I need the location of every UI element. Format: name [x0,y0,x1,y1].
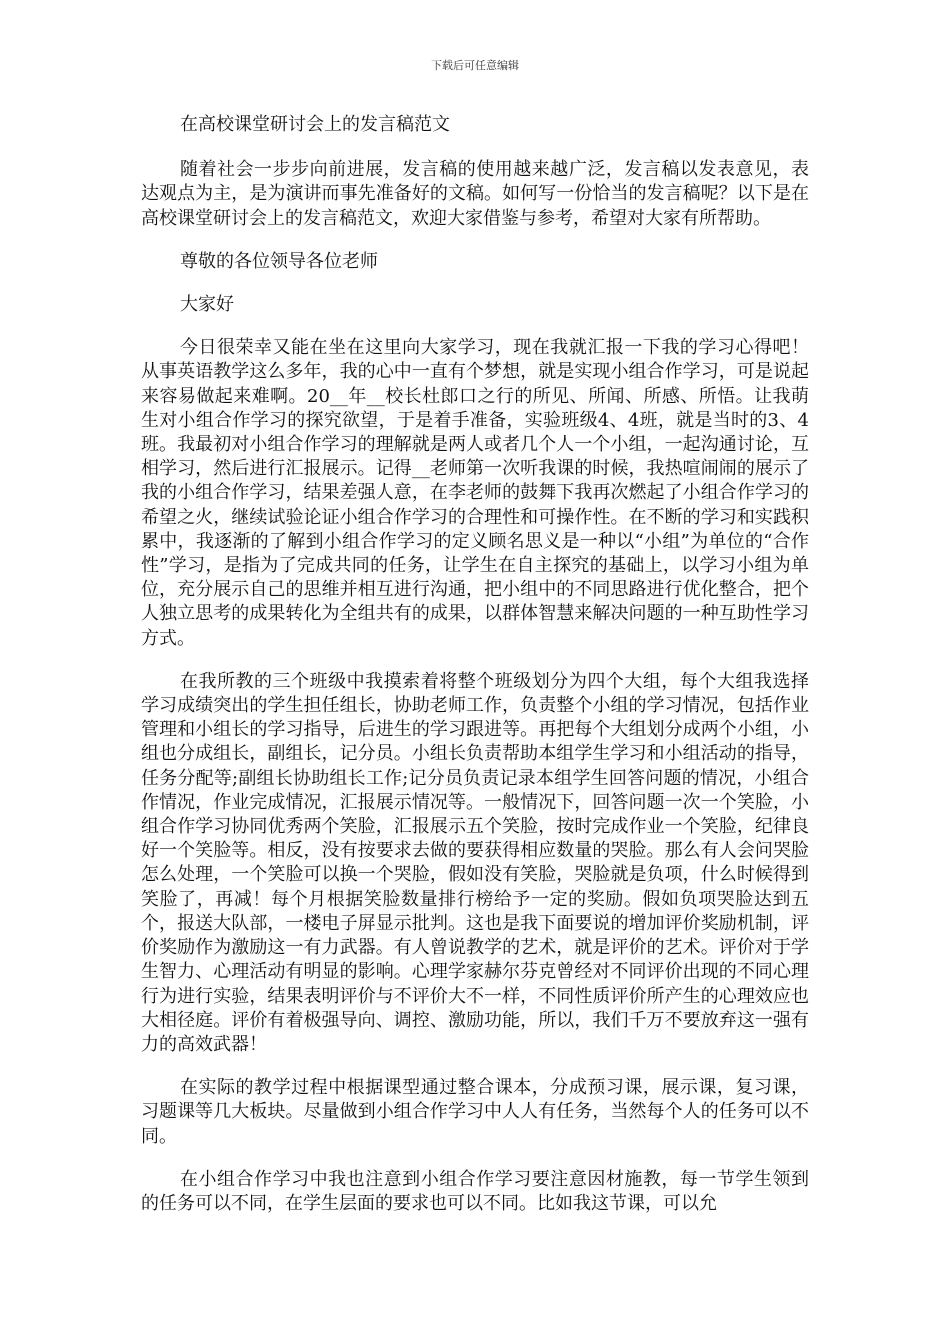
paragraph-salutation: 尊敬的各位领导各位老师 [180,250,378,272]
paragraph-body-3: 在实际的教学过程中根据课型通过整合课本，分成预习课，展示课，复习课，习题课等几大板块。尽量做到小组合作学习中人人有任务，当然每个人的任务可以不同。 [141,1077,809,1147]
header-note: 下载后可任意编辑 [431,59,519,72]
document-body [141,113,809,1235]
paragraph-body-2: 在我所教的三个班级中我摸索着将整个班级划分为四个大组，每个大组我选择学习成绩突出的学生担任组长，协助老师工作，负责整个小组的学习情况，包括作业管理和小组长的学习指导，后进生的学习跟进等。再把每个大组划分成两个小组，小组也分成组长，副组长，记分员。小组长负责帮助本组学生学习和小组活动的指导，任务分配等;副组长协助组长工作;记分员负责记录本组学生回答问题的情况，小组合作情况，作业完成情况，汇报展示情况等。一般情况下，回答问题一次一个笑脸，小组合作学习协同优秀两个笑脸，汇报展示五个笑脸，按时完成作业一个笑脸，纪律良好一个笑脸等。相反，没有按要求去做的要获得相应数量的哭脸。那么有人会问哭脸怎么处理，一个笑脸可以换一个哭脸，假如没有笑脸，哭脸就是负项，什么时候得到笑脸了，再减！每个月根据笑脸数量排行榜给予一定的奖励。假如负项哭脸达到五个，报送大队部，一楼电子屏显示批判。这也是我下面要说的增加评价奖励机制，评价奖励作为激励这一有力武器。有人曾说教学的艺术，就是评价的艺术。评价对于学生智力、心理活动有明显的影响。心理学家赫尔芬克曾经对不同评价出现的不同心理行为进行实验，结果表明评价与不评价大不一样，不同性质评价所产生的心理效应也大相径庭。评价有着极强导向、调控、激励功能，所以，我们千万不要放弃这一强有力的高效武器！ [141,670,809,1055]
paragraph-greeting: 大家好 [180,294,234,316]
paragraph-body-1: 今日很荣幸又能在坐在这里向大家学习，现在我就汇报一下我的学习心得吧！从事英语教学这么多年，我的心中一直有个梦想，就是实现小组合作学习，可是说起来容易做起来难啊。20__年__校长杜郎口之行的所见、所闻、所感、所悟。让我萌生对小组合作学习的探究欲望，于是着手准备，实验班级4、4班，就是当时的3、4班。我最初对小组合作学习的理解就是两人或者几个人一个小组，一起沟通讨论，互相学习，然后进行汇报展示。记得__老师第一次听我课的时候，我热喧闹闹的展示了我的小组合作学习，结果差强人意，在李老师的鼓舞下我再次燃起了小组合作学习的希望之火，继续试验论证小组合作学习的合理性和可操作性。在不断的学习和实践积累中，我逐渐的了解到小组合作学习的定义顾名思义是一种以“小组”为单位的“合作性”学习，是指为了完成共同的任务，让学生在自主探究的基础上，以学习小组为单位，充分展示自己的思维并相互进行沟通，把小组中的不同思路进行优化整合，把个人独立思考的成果转化为全组共有的成果，以群体智慧来解决问题的一种互助性学习方式。 [141,337,809,649]
paragraph-intro: 随着社会一步步向前进展，发言稿的使用越来越广泛，发言稿以发表意见，表达观点为主，是为演讲而事先准备好的文稿。如何写一份恰当的发言稿呢？以下是在高校课堂研讨会上的发言稿范文，欢迎大家借鉴与参考，希望对大家有所帮助。 [141,159,809,229]
document-title: 在高校课堂研讨会上的发言稿范文 [180,114,450,135]
paragraph-body-4: 在小组合作学习中我也注意到小组合作学习要注意因材施教，每一节学生领到的任务可以不同，在学生层面的要求也可以不同。比如我这节课，可以允 [141,1168,809,1214]
